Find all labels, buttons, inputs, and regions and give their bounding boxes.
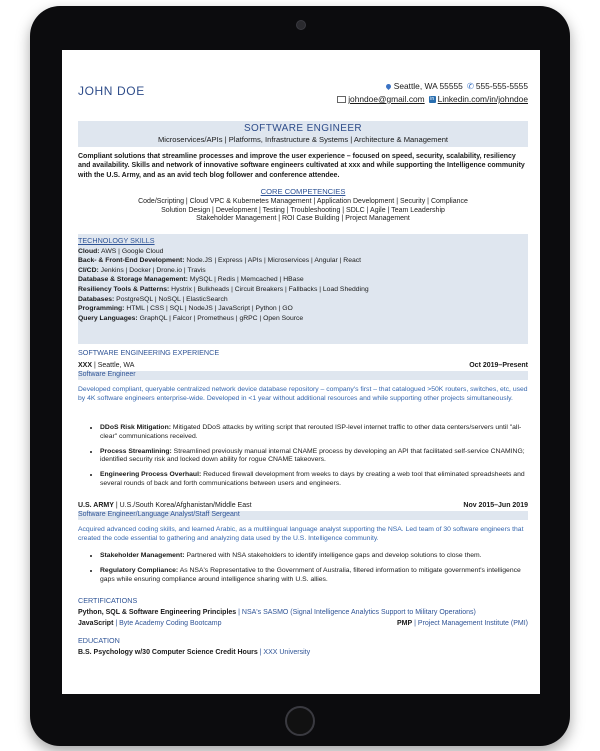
experience-heading: SOFTWARE ENGINEERING EXPERIENCE	[78, 348, 220, 357]
phone-icon: ✆	[466, 81, 474, 91]
company-location: | Seattle, WA	[92, 362, 135, 369]
education-line: B.S. Psychology w/30 Computer Science Credit Hours | XXX University	[78, 649, 311, 656]
tech-row: Back- & Front-End Development: Node.JS | Express | APIs | Microservices | Angular | React	[78, 257, 362, 265]
tech-row: Query Languages: GraphQL | Falcor | Prometheus | gRPC | Open Source	[78, 314, 304, 322]
certifications-heading: CERTIFICATIONS	[78, 596, 138, 605]
camera-dot	[296, 20, 306, 30]
technology-skills	[78, 234, 528, 344]
home-button[interactable]	[285, 706, 315, 736]
job-entry-army	[78, 502, 528, 518]
phone-text: 555-555-5555	[475, 81, 528, 91]
title-subtitle: Microservices/APIs | Platforms, Infrastructure & Systems | Architecture & Management	[157, 135, 449, 144]
tech-heading: TECHNOLOGY SKILLS	[78, 236, 155, 245]
education-heading: EDUCATION	[78, 636, 120, 645]
tablet-frame	[30, 6, 570, 746]
resume-name: JOHN DOE	[78, 84, 145, 98]
job-bullets	[78, 424, 528, 495]
list-item: • Process Streamlining: Streamlined previously manual internal CNAME process by developing an API that facilitated self-service CNAMING; identified security risk and locked down ability for rogue CNAME takeovers.	[100, 448, 528, 466]
core-heading: CORE COMPETENCIES	[260, 187, 346, 196]
company-location: | U.S./South Korea/Afghanistan/Middle East	[113, 502, 252, 509]
list-item: • Stakeholder Management: Partnered with NSA stakeholders to identify intelligence gaps and develop solutions to close them.	[100, 552, 528, 561]
tech-row: Database & Storage Management: MySQL | Redis | Memcached | HBase	[78, 276, 304, 284]
cert-line: JavaScript | Byte Academy Coding Bootcamp PMP | Project Management Institute (PMI)	[78, 620, 528, 627]
company-name: U.S. ARMY	[78, 502, 114, 509]
linkedin-icon: in	[430, 96, 435, 103]
location-pin-icon	[385, 83, 392, 90]
tech-row: Programming: HTML | CSS | SQL | NodeJS | JavaScript | Python | GO	[78, 305, 293, 313]
job-role: Software Engineer/Language Analyst/Staff Sergeant	[78, 511, 528, 520]
core-line: Solution Design | Development | Testing | Troubleshooting | SDLC | Agile | Team Leadership	[161, 206, 445, 214]
resume-page[interactable]	[62, 50, 540, 694]
cert-line: Python, SQL & Software Engineering Principles | NSA's SASMO (Signal Intelligence Analytics Support to Military Operations)	[78, 609, 476, 616]
tech-row: Cloud: AWS | Google Cloud	[78, 247, 164, 255]
linkedin-link[interactable]: Linkedin.com/in/johndoe	[437, 94, 528, 104]
core-competencies	[78, 187, 528, 224]
core-line: Code/Scripting | Cloud VPC & Kubernetes Management | Application Development | Security | Compliance	[138, 198, 468, 205]
job-dates: Oct 2019–Present	[469, 362, 528, 369]
job-bullets	[78, 552, 528, 590]
summary-paragraph: Compliant solutions that streamline processes and improve the user experience – focused on speed, security, scalability, resiliency and availability. Skills and network of innovative software engineers cultivated at xxx and while supporting the Intelligence community with the U.S. Army, and as an avid tech blog follower and conference attendee.	[78, 153, 525, 179]
job-entry-xxx	[78, 362, 528, 378]
email-icon	[337, 96, 346, 103]
email-link[interactable]: johndoe@gmail.com	[348, 94, 425, 104]
job-title: SOFTWARE ENGINEER	[243, 123, 363, 134]
list-item: • DDoS Risk Mitigation: Mitigated DDoS attacks by writing script that rerouted ISP-level internet traffic to other data centers/servers until "all-clear" communications received.	[100, 424, 528, 442]
list-item: • Engineering Process Overhaul: Reduced firewall development from weeks to days by creating a web tool that eliminated spreadsheets and several rounds of back and forth communications between users and engineers.	[100, 471, 528, 489]
company-name: XXX	[78, 362, 93, 369]
cert-pmp: PMP | Project Management Institute (PMI)	[397, 620, 528, 627]
tech-row: CI/CD: Jenkins | Docker | Drone.io | Travis	[78, 266, 206, 274]
core-line: Stakeholder Management | ROI Case Building | Project Management	[196, 215, 410, 223]
list-item: • Regulatory Compliance: As NSA's Representative to the Government of Australia, filtered information to mitigate government's intelligence gaps while ensuring compliance around intelligence sharing with U.S. allies.	[100, 567, 528, 585]
location-text: Seattle, WA 55555	[393, 81, 463, 91]
job-description: Acquired advanced coding skills, and learned Arabic, as a multilingual language analyst supporting the NSA. Led team of 30 software engineers that created the code essential to gathering and analyzing data used by the U.S. Intelligence community.	[78, 526, 524, 542]
job-description: Developed compliant, queryable centralized network device database repository – company's first – that catalogued >50K routers, switches, etc, used by 4K software engineers enterprise-wide. Developed in <1 year without additional resources and while supporting other projects simultaneously.	[78, 386, 528, 402]
job-dates: Nov 2015–Jun 2019	[463, 502, 528, 509]
job-role: Software Engineer	[78, 371, 528, 380]
resume-header	[78, 80, 528, 116]
title-banner	[78, 121, 528, 147]
tech-row: Resiliency Tools & Patterns: Hystrix | Bulkheads | Circuit Breakers | Fallbacks | Load Shedding	[78, 285, 369, 293]
contact-block	[337, 80, 528, 106]
tech-row: Databases: PostgreSQL | NoSQL | ElasticSearch	[78, 295, 228, 303]
